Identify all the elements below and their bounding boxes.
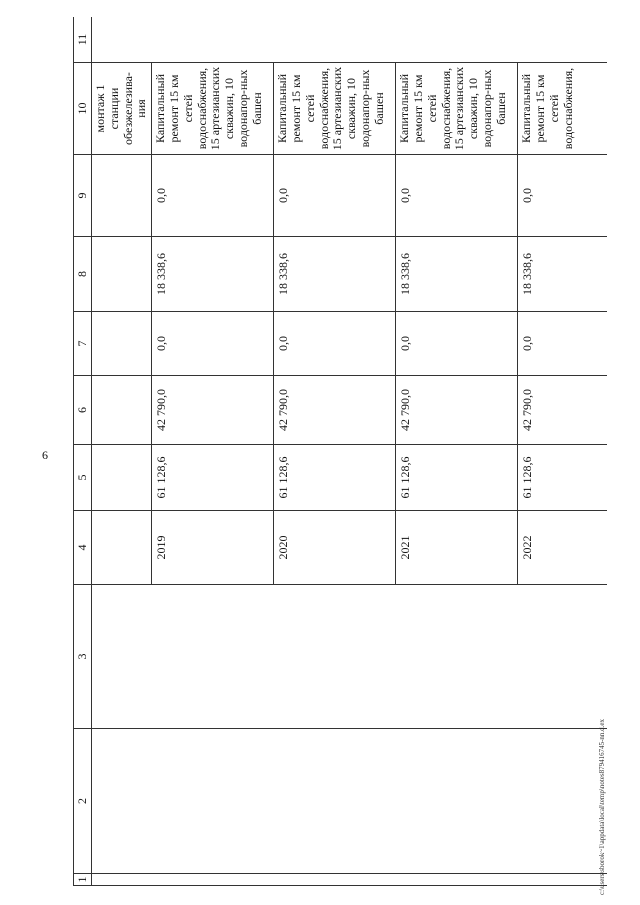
table-cell: [92, 585, 608, 729]
table-cell: 0,0: [518, 312, 607, 376]
rotated-table-frame: [73, 17, 607, 886]
header-row: [74, 17, 92, 886]
continuation-row: [92, 17, 152, 886]
table-cell: 61 128,6: [518, 445, 607, 511]
description-cell: Капитальный ремонт 15 км сетей водоснабжения, 15 артезианских скважин, 10 водонапор-ных башен: [274, 63, 396, 155]
table-cell: 0,0: [396, 155, 518, 237]
table-cell: 0,0: [518, 155, 607, 237]
header-cell: 4: [74, 511, 92, 585]
data-table: [73, 17, 607, 886]
description-cell: Капитальный ремонт 15 км сетей водоснабжения,: [518, 63, 607, 155]
table-cell: 0,0: [152, 155, 274, 237]
table-cell: 42 790,0: [396, 376, 518, 445]
header-cell: 11: [74, 17, 92, 63]
table-cell: [92, 155, 152, 237]
header-cell: 10: [74, 63, 92, 155]
table-cell: 42 790,0: [152, 376, 274, 445]
header-cell: 7: [74, 312, 92, 376]
table-cell: 42 790,0: [274, 376, 396, 445]
table-cell: [92, 237, 152, 312]
rotated-table-content: [73, 17, 607, 886]
table-cell: [92, 445, 152, 511]
table-cell: [92, 874, 608, 886]
header-cell: 9: [74, 155, 92, 237]
table-cell: 61 128,6: [274, 445, 396, 511]
table-cell: [92, 312, 152, 376]
table-cell: [92, 376, 152, 445]
header-cell: 3: [74, 585, 92, 729]
footer-file-path: c:\users\sborok~1\appdata\local\temp\notes879416745-nn.d.ex: [598, 718, 606, 895]
table-cell: 0,0: [274, 155, 396, 237]
table-cell: 42 790,0: [518, 376, 607, 445]
table-cell: 0,0: [396, 312, 518, 376]
table-cell: 18 338,6: [518, 237, 607, 312]
year-cell: 2020: [274, 511, 396, 585]
header-cell: 2: [74, 729, 92, 874]
page-number: 6: [42, 448, 48, 462]
table-cell: [92, 511, 152, 585]
header-cell: 5: [74, 445, 92, 511]
table-cell: 18 338,6: [396, 237, 518, 312]
header-cell: 6: [74, 376, 92, 445]
header-cell: 8: [74, 237, 92, 312]
description-cell: Капитальный ремонт 15 км сетей водоснабжения, 15 артезианских скважин, 10 водонапор-ных башен: [396, 63, 518, 155]
year-cell: 2021: [396, 511, 518, 585]
table-cell: 61 128,6: [152, 445, 274, 511]
table-cell: монтаж 1 станции обезжелезива-ния: [92, 63, 152, 155]
year-cell: 2019: [152, 511, 274, 585]
table-cell: 18 338,6: [274, 237, 396, 312]
table-cell: 0,0: [152, 312, 274, 376]
table-cell: 61 128,6: [396, 445, 518, 511]
header-cell: 1: [74, 874, 92, 886]
table-cell: [92, 17, 608, 63]
table-cell: 18 338,6: [152, 237, 274, 312]
table-cell: [92, 729, 608, 874]
description-cell: Капитальный ремонт 15 км сетей водоснабжения, 15 артезианских скважин, 10 водонапор-ных башен: [152, 63, 274, 155]
year-cell: 2022: [518, 511, 607, 585]
table-cell: 0,0: [274, 312, 396, 376]
